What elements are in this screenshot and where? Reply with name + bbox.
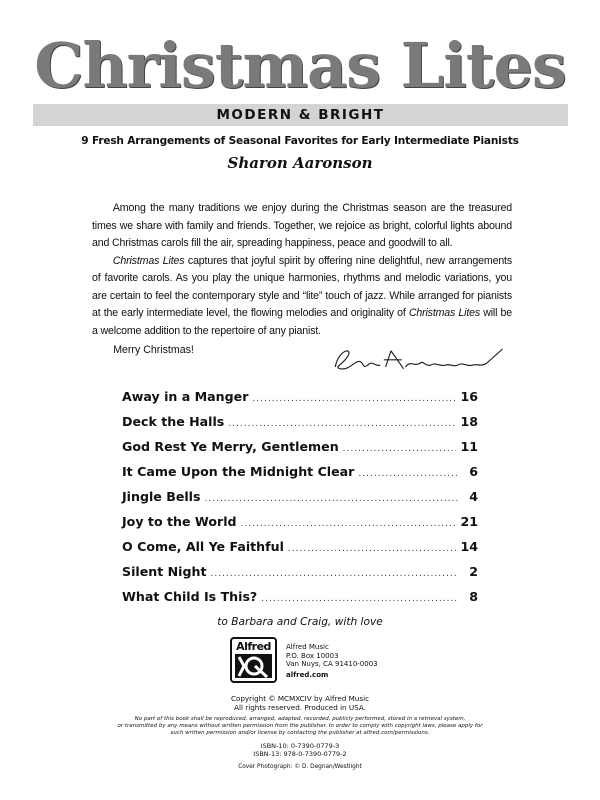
closing-row bbox=[92, 340, 512, 378]
toc-page: 14 bbox=[460, 539, 478, 554]
toc-title: Away in a Manger bbox=[122, 389, 249, 404]
logo-wordmark: Alfred bbox=[236, 640, 271, 653]
toc-entry bbox=[122, 484, 478, 509]
intro-paragraph-1 bbox=[92, 200, 512, 253]
publisher-city: Van Nuys, CA 91410-0003 bbox=[286, 660, 378, 668]
toc-page: 8 bbox=[469, 589, 478, 604]
intro-text: will be a welcome addition to the repertoire of any pianist. bbox=[92, 307, 512, 337]
intro-text: captures that joyful spirit by offering nine delightful, new arrangements of favorite carols. As you play the unique harmonies, rhythms and melodic variations, you are certain to feel the contemporary style and “lite” touch of jazz. While arranged for pianists at the early intermediate level, the flowing melodies and originality of bbox=[92, 254, 513, 319]
publisher-block bbox=[0, 637, 600, 687]
intro-paragraph-2 bbox=[92, 253, 512, 341]
toc-page: 11 bbox=[460, 439, 478, 454]
copyright bbox=[0, 695, 600, 712]
leader-dots bbox=[343, 437, 457, 462]
toc-title: What Child Is This? bbox=[122, 589, 258, 604]
toc-entry bbox=[122, 509, 478, 534]
leader-dots bbox=[261, 587, 458, 612]
toc-page: 6 bbox=[469, 464, 478, 479]
legal-line: No part of this book shall be reproduced, arranged, adapted, recorded, publicly performed, stored in a retrieval system, bbox=[134, 716, 466, 722]
publisher-name: Alfred Music bbox=[286, 643, 329, 651]
toc-entry bbox=[122, 409, 478, 434]
introduction bbox=[92, 200, 512, 340]
signature-image bbox=[318, 340, 518, 376]
subtitle: 9 Fresh Arrangements of Seasonal Favorites for Early Intermediate Pianists bbox=[81, 135, 519, 147]
alfred-logo bbox=[230, 637, 277, 683]
toc-title: Joy to the World bbox=[122, 514, 237, 529]
legal-line: such written permission and/or license by contacting the publisher at alfred.com/permissions. bbox=[170, 730, 430, 737]
photo-credit: Cover Photograph: © D. Degnan/Westlight bbox=[238, 763, 362, 770]
toc-entry bbox=[122, 384, 478, 409]
legal-line: or transmitted by any means without written permission from the publisher. In order to comply with copyright laws, please apply for bbox=[117, 723, 483, 730]
toc-page: 2 bbox=[469, 564, 478, 579]
toc-page: 16 bbox=[460, 389, 478, 404]
toc-title: Deck the Halls bbox=[122, 414, 225, 429]
toc-entry bbox=[122, 584, 478, 609]
leader-dots bbox=[205, 487, 459, 512]
isbn-10: ISBN-10: 0-7390-0779-3 bbox=[260, 741, 340, 750]
legal-notice bbox=[0, 716, 600, 738]
toc-title: It Came Upon the Midnight Clear bbox=[122, 464, 355, 479]
book-title-ref: Christmas Lites bbox=[112, 254, 185, 267]
toc-page: 4 bbox=[469, 489, 478, 504]
isbn bbox=[0, 742, 600, 759]
intro-text: Among the many traditions we enjoy during the Christmas season are the treasured times we share with family and friends. Together, we rejoice as bright, colorful lights abound and Christmas carols fill the air, spreading happiness, peace and goodwill to all. bbox=[92, 202, 512, 249]
rights-line: All rights reserved. Produced in USA. bbox=[234, 702, 366, 712]
closing-text: Merry Christmas! bbox=[113, 344, 194, 356]
toc-page: 18 bbox=[460, 414, 478, 429]
leader-dots bbox=[252, 387, 456, 412]
publisher-website[interactable]: alfred.com bbox=[286, 670, 329, 679]
page-body bbox=[0, 200, 600, 771]
leader-dots bbox=[358, 462, 458, 487]
book-title-ref: Christmas Lites bbox=[408, 307, 480, 319]
toc-title: Silent Night bbox=[122, 564, 207, 579]
toc-entry bbox=[122, 559, 478, 584]
closing bbox=[92, 342, 194, 360]
toc-page: 21 bbox=[460, 514, 478, 529]
author-name: Sharon Aaronson bbox=[227, 154, 373, 172]
toc-entry bbox=[122, 534, 478, 559]
publisher-address bbox=[286, 643, 378, 679]
isbn-13: ISBN-13: 978-0-7390-0779-2 bbox=[253, 750, 347, 759]
series-band: MODERN & BRIGHT bbox=[33, 104, 568, 126]
toc-title: O Come, All Ye Faithful bbox=[122, 539, 284, 554]
toc-title: God Rest Ye Merry, Gentlemen bbox=[122, 439, 339, 454]
book-title: Christmas Lites bbox=[34, 29, 566, 102]
table-of-contents bbox=[122, 384, 478, 609]
publisher-box: P.O. Box 10003 bbox=[286, 651, 339, 660]
toc-title: Jingle Bells bbox=[122, 489, 201, 504]
toc-entry bbox=[122, 459, 478, 484]
logo-emblem bbox=[235, 654, 272, 678]
toc-entry bbox=[122, 434, 478, 459]
leader-dots bbox=[288, 537, 457, 562]
dedication: to Barbara and Craig, with love bbox=[217, 616, 383, 628]
copyright-line: Copyright © MCMXCIV by Alfred Music bbox=[230, 694, 370, 703]
